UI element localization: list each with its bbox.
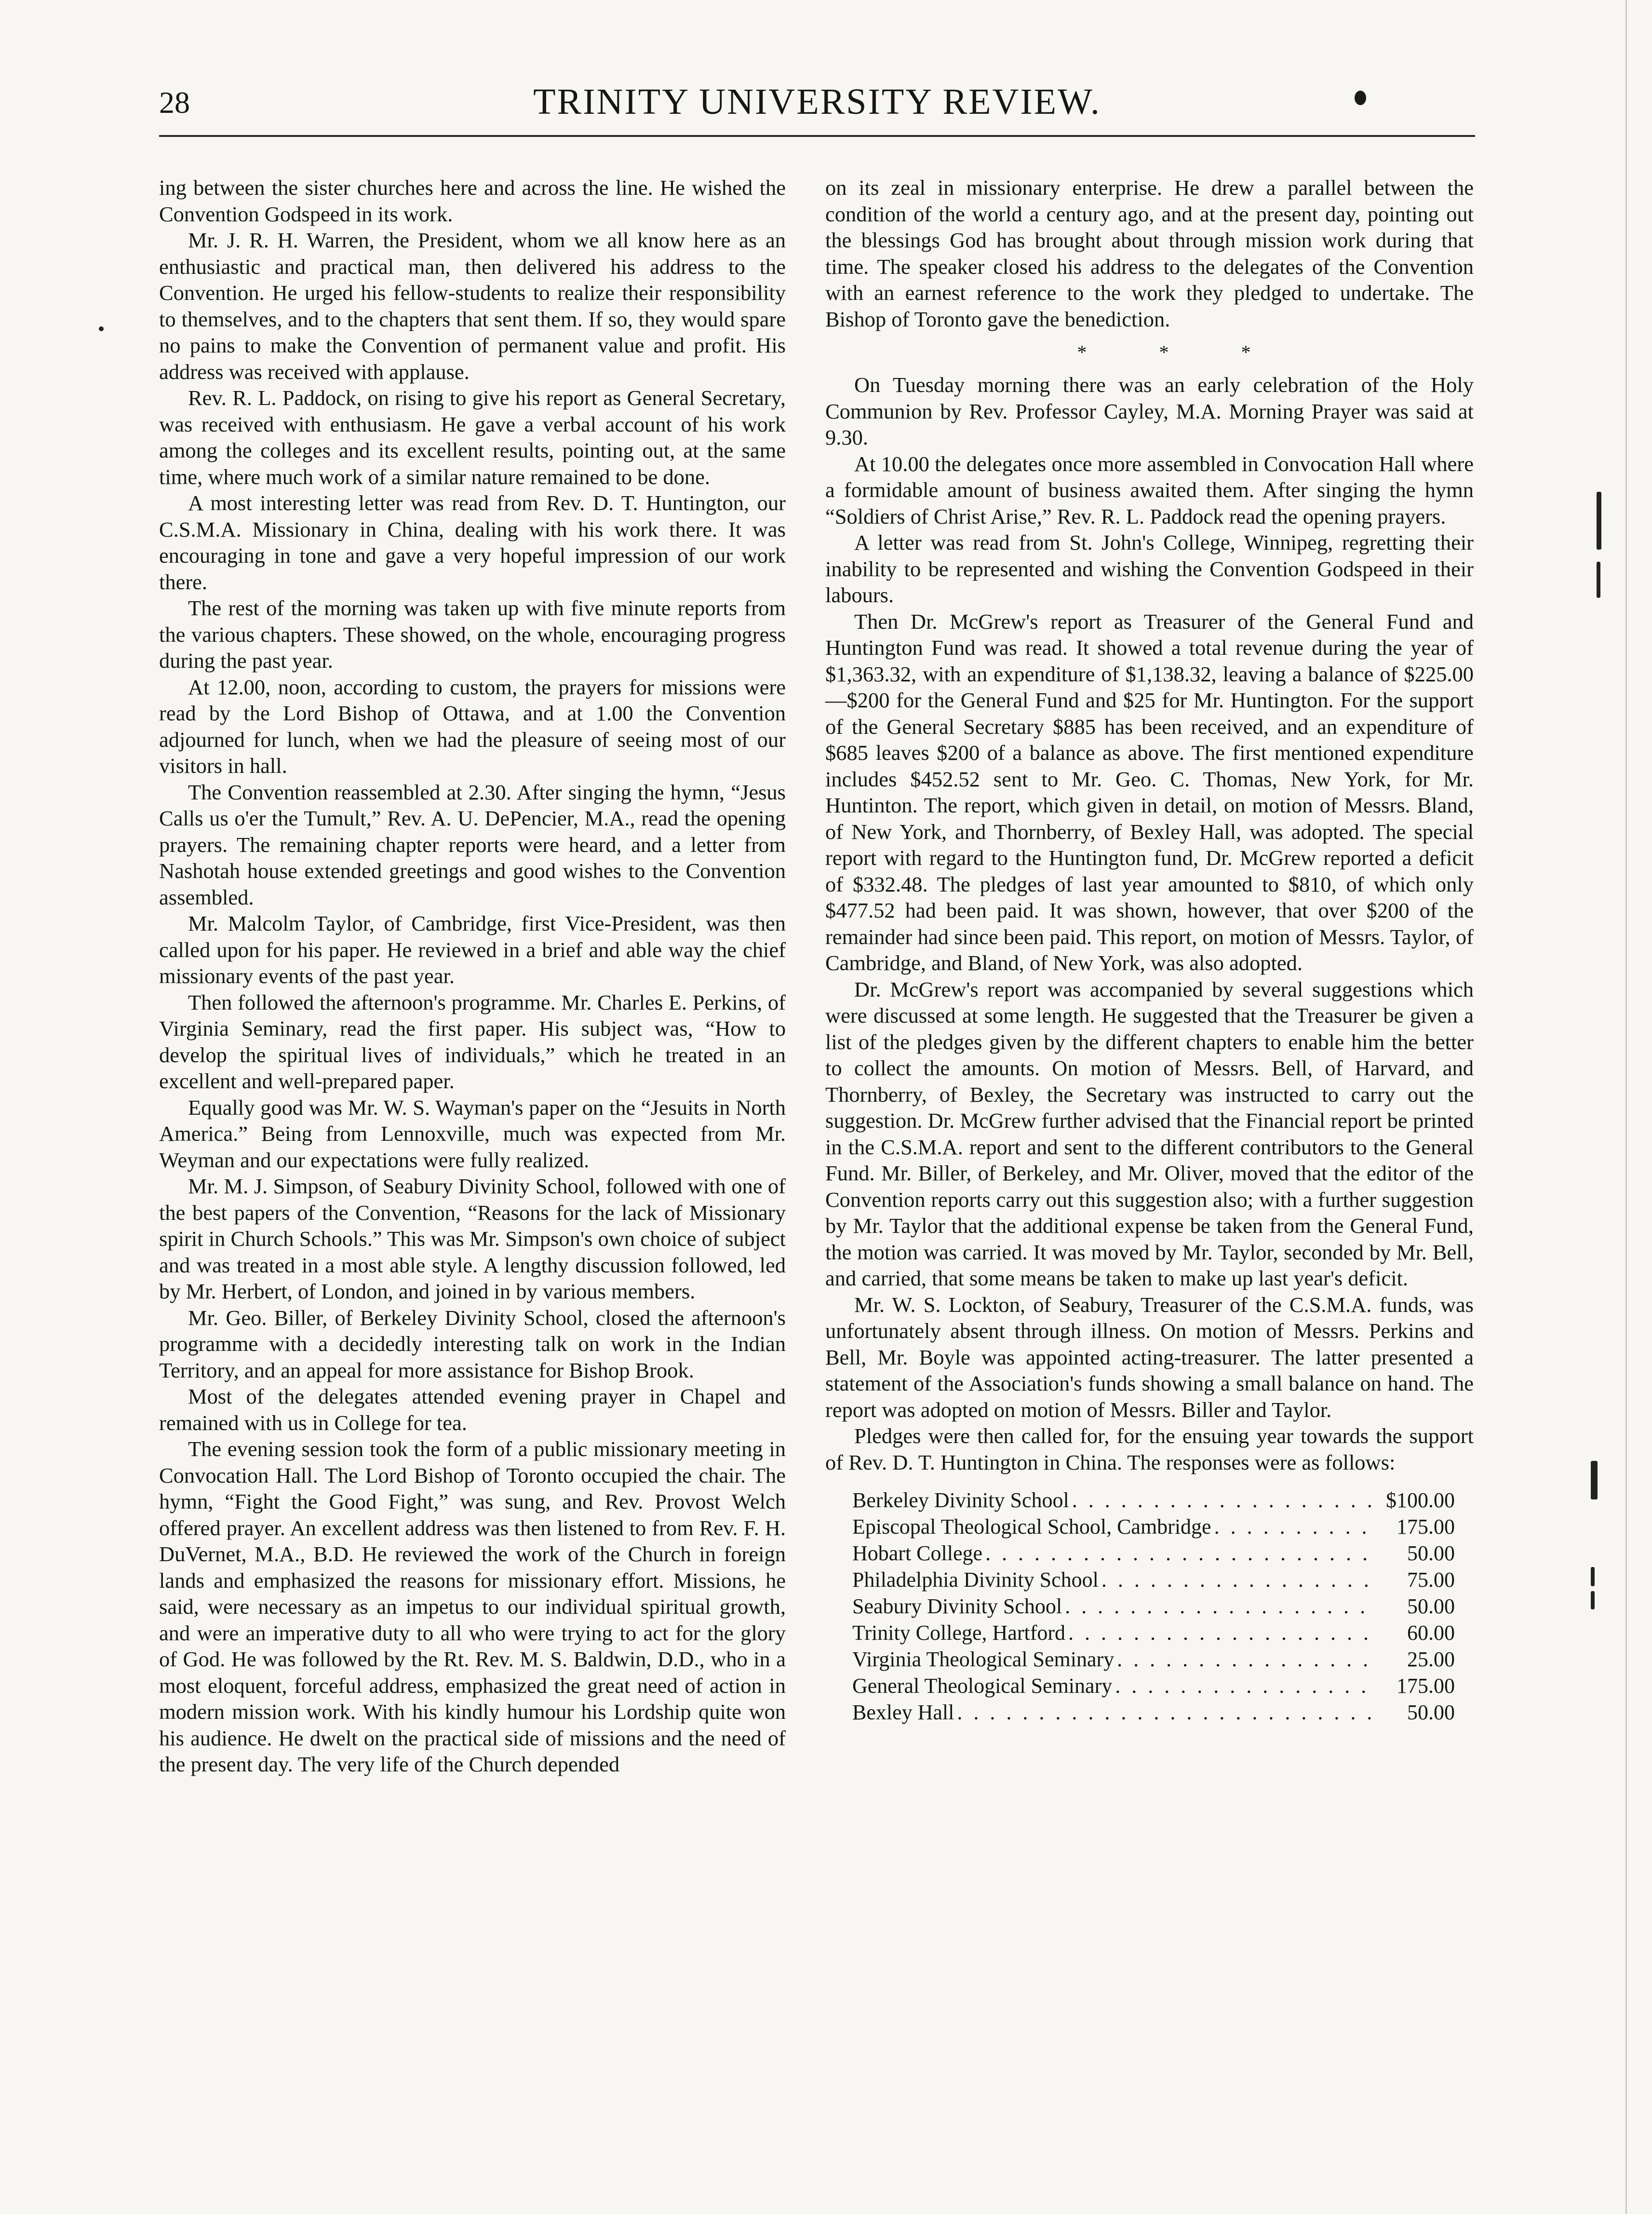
paragraph: Most of the delegates attended evening prayer in Chapel and remained with us in College for tea.: [159, 1384, 786, 1435]
paragraph: ing between the sister churches here and across the line. He wished the Convention Godspeed in its work.: [159, 176, 786, 226]
left-column: [159, 175, 786, 1778]
page-header: [159, 81, 1475, 144]
paragraph: Mr. M. J. Simpson, of Seabury Divinity School, followed with one of the best papers of the Convention, “Reasons for the lack of Missionary spirit in Church Schools.” This was Mr. Simpson's own choice of subject and was treated in a most able style. A lengthy discussion followed, led by Mr. Herbert, of London, and joined in by various members.: [159, 1174, 786, 1303]
paragraph: Mr. W. S. Lockton, of Seabury, Treasurer of the C.S.M.A. funds, was unfortunately absent through illness. On motion of Messrs. Perkins and Bell, Mr. Boyle was appointed acting-treasurer. The latter presented a statement of the Association's funds showing a small balance on hand. The report was adopted on motion of Messrs. Biller and Taylor.: [825, 1292, 1474, 1422]
paragraph: Rev. R. L. Paddock, on rising to give his report as General Secretary, was received with enthusiasm. He gave a verbal account of his work among the colleges and its excellent results, pointing out, at the same time, where much work of a similar nature remained to be done.: [159, 386, 786, 489]
pledge-amount: 50.00: [1407, 1701, 1455, 1724]
pledge-name: Philadelphia Divinity School: [852, 1568, 1099, 1592]
margin-ink-mark: [1591, 1461, 1598, 1499]
header-rule: [159, 135, 1475, 137]
pledge-row: [852, 1487, 1455, 1513]
pledge-row: [852, 1540, 1455, 1566]
pledge-amount: 175.00: [1397, 1515, 1455, 1539]
paragraph: At 10.00 the delegates once more assembled in Convocation Hall where a formidable amount of business awaited them. After singing the hymn “Soldiers of Christ Arise,” Rev. R. L. Paddock read the opening prayers.: [825, 451, 1474, 528]
margin-ink-mark: [1597, 562, 1600, 598]
paragraph: Then Dr. McGrew's report as Treasurer of the General Fund and Huntington Fund was read. It showed a total revenue during the year of $1,363.32, with an expenditure of $1,138.32, leaving a balance of $225.00—$200 for the General Fund and $25 for Mr. Huntington. For the support of the General Secretary $885 has been received, and an expenditure of $685 leaves $200 of a balance as above. The first mentioned expenditure includes $452.52 sent to Mr. Geo. C. Thomas, New York, for Mr. Huntinton. The report, which given in detail, on motion of Messrs. Bland, of New York, and Thornberry, of Bexley Hall, was adopted. The special report with regard to the Huntington fund, Dr. McGrew reported a deficit of $332.48. The pledges of last year amounted to $810, of which only $477.52 had been paid. It was shown, however, that over $200 of the remainder had since been paid. This report, on motion of Messrs. Taylor, of Cambridge, and Bland, of New York, was also adopted.: [825, 609, 1474, 975]
pledge-name: Berkeley Divinity School: [852, 1488, 1069, 1512]
page-number: 28: [159, 85, 190, 120]
leader-dots: [1214, 1513, 1375, 1540]
pledge-row: [852, 1646, 1455, 1673]
paragraph: The evening session took the form of a public missionary meeting in Convocation Hall. The Lord Bishop of Toronto occupied the chair. The hymn, “Fight the Good Fight,” was sung, and Rev. Provost Welch offered prayer. An excellent address was then listened to from Rev. F. H. DuVernet, M.A., B.D. He reviewed the work of the Church in foreign lands and emphasized the reasons for missionary effort. Missions, he said, were necessary as an impetus to our individual spiritual growth, and were an imperative duty to all who were trying to act for the glory of God. He was followed by the Rt. Rev. M. S. Baldwin, D.D., who in a most eloquent, forceful address, emphasized the great need of action in modern mission work. With his kindly humour his Lordship quite won his audience. He dwelt on the practical side of missions and the need of the present day. The very life of the Church depended: [159, 1437, 786, 1776]
running-title: TRINITY UNIVERSITY REVIEW.: [533, 81, 1101, 122]
paragraph: The rest of the morning was taken up with five minute reports from the various chapters. These showed, on the whole, encouraging progress during the past year.: [159, 596, 786, 673]
paragraph: The Convention reassembled at 2.30. After singing the hymn, “Jesus Calls us o'er the Tumult,” Rev. A. U. DePencier, M.A., read the opening prayers. The remaining chapter reports were heard, and a letter from Nashotah house extended greetings and good wishes to the Convention assembled.: [159, 780, 786, 909]
leader-dots: [1117, 1646, 1375, 1673]
pledge-name: Virginia Theological Seminary: [852, 1647, 1115, 1671]
pledge-name: Bexley Hall: [852, 1701, 954, 1724]
pledge-amount: 175.00: [1397, 1674, 1455, 1698]
pledge-row: [852, 1673, 1455, 1699]
pledge-amount: 25.00: [1407, 1647, 1455, 1671]
pledge-name: Episcopal Theological School, Cambridge: [852, 1515, 1211, 1539]
pledge-name: Hobart College: [852, 1541, 983, 1565]
paragraph: A most interesting letter was read from Rev. D. T. Huntington, our C.S.M.A. Missionary in China, dealing with his work there. It was encouraging in tone and gave a very hopeful impression of our work there.: [159, 491, 786, 594]
pledge-name: Seabury Divinity School: [852, 1594, 1062, 1618]
leader-dots: [1065, 1593, 1375, 1620]
pledge-amount: 60.00: [1407, 1621, 1455, 1645]
pledge-amount: 50.00: [1407, 1541, 1455, 1565]
margin-ink-mark: [1591, 1591, 1595, 1609]
pledge-amount: $100.00: [1386, 1488, 1455, 1512]
paragraph: A letter was read from St. John's College, Winnipeg, regretting their inability to be represented and wishing the Convention Godspeed in their labours.: [825, 530, 1474, 607]
paragraph: Mr. Geo. Biller, of Berkeley Divinity School, closed the afternoon's programme with a decidedly interesting talk on work in the Indian Territory, and an appeal for more assistance for Bishop Brook.: [159, 1305, 786, 1382]
pledge-name: General Theological Seminary: [852, 1674, 1113, 1698]
pledge-row: [852, 1566, 1455, 1593]
paragraph: Equally good was Mr. W. S. Wayman's paper on the “Jesuits in North America.” Being from Lennoxville, much was expected from Mr. Weyman and our expectations were fully realized.: [159, 1095, 786, 1172]
paragraph: On Tuesday morning there was an early celebration of the Holy Communion by Rev. Professor Cayley, M.A. Morning Prayer was said at 9.30.: [825, 373, 1474, 449]
leader-dots: [1101, 1566, 1375, 1593]
paragraph: At 12.00, noon, according to custom, the prayers for missions were read by the Lord Bishop of Ottawa, and at 1.00 the Convention adjourned for lunch, when we had the pleasure of seeing most of our visitors in hall.: [159, 675, 786, 778]
pledge-list: [852, 1487, 1455, 1726]
paragraph: Then followed the afternoon's programme. Mr. Charles E. Perkins, of Virginia Seminary, read the first paper. His subject was, “How to develop the spiritual lives of individuals,” which he treated in an excellent and well-prepared paper.: [159, 990, 786, 1093]
paragraph: Pledges were then called for, for the ensuing year towards the support of Rev. D. T. Huntington in China. The responses were as follows:: [825, 1424, 1474, 1474]
pledge-name: Trinity College, Hartford: [852, 1621, 1065, 1645]
margin-ink-mark: [1591, 1567, 1595, 1586]
margin-ink-mark: [99, 326, 104, 331]
paragraph: on its zeal in missionary enterprise. He drew a parallel between the condition of the world a century ago, and at the present day, pointing out the blessings God has brought about through mission work during that time. The speaker closed his address to the delegates of the Convention with an earnest reference to the work they pledged to undertake. The Bishop of Toronto gave the benediction.: [825, 176, 1474, 331]
paragraph: Mr. Malcolm Taylor, of Cambridge, first Vice-President, was then called upon for his paper. He reviewed in a brief and able way the chief missionary events of the past year.: [159, 911, 786, 988]
ink-dot: [1355, 91, 1366, 105]
leader-dots: [1068, 1620, 1375, 1646]
pledge-amount: 75.00: [1407, 1568, 1455, 1592]
pledge-row: [852, 1593, 1455, 1620]
pledge-row: [852, 1513, 1455, 1540]
scan-edge-line: [1625, 0, 1627, 2214]
leader-dots: [1115, 1673, 1375, 1699]
leader-dots: [957, 1699, 1375, 1726]
margin-ink-mark: [1597, 492, 1601, 550]
paragraph: Dr. McGrew's report was accompanied by several suggestions which were discussed at some length. He suggested that the Treasurer be given a list of the pledges given by the different chapters to enable him the better to collect the amounts. On motion of Messrs. Bell, of Harvard, and Thornberry, of Bexley, the Secretary was instructed to carry out the suggestion. Dr. McGrew further advised that the Financial report be printed in the C.S.M.A. report and sent to the different contributors to the General Fund. Mr. Biller, of Berkeley, and Mr. Oliver, moved that the editor of the Convention reports carry out this suggestion also; with a further suggestion by Mr. Taylor that the additional expense be taken from the General Fund, the motion was carried. It was moved by Mr. Taylor, seconded by Mr. Bell, and carried, that some means be taken to make up last year's deficit.: [825, 977, 1474, 1290]
leader-dots: [985, 1540, 1375, 1566]
pledge-amount: 50.00: [1407, 1594, 1455, 1618]
pledge-row: [852, 1620, 1455, 1646]
right-column: [825, 175, 1474, 1726]
paragraph: Mr. J. R. H. Warren, the President, whom we all know here as an enthusiastic and practical man, then delivered his address to the Convention. He urged his fellow-students to realize their responsibility to themselves, and to the chapters that sent them. If so, they would spare no pains to make the Convention of permanent value and profit. His address was received with applause.: [159, 228, 786, 384]
pledge-row: [852, 1699, 1455, 1726]
leader-dots: [1072, 1487, 1375, 1513]
section-break: * * *: [1077, 341, 1285, 363]
